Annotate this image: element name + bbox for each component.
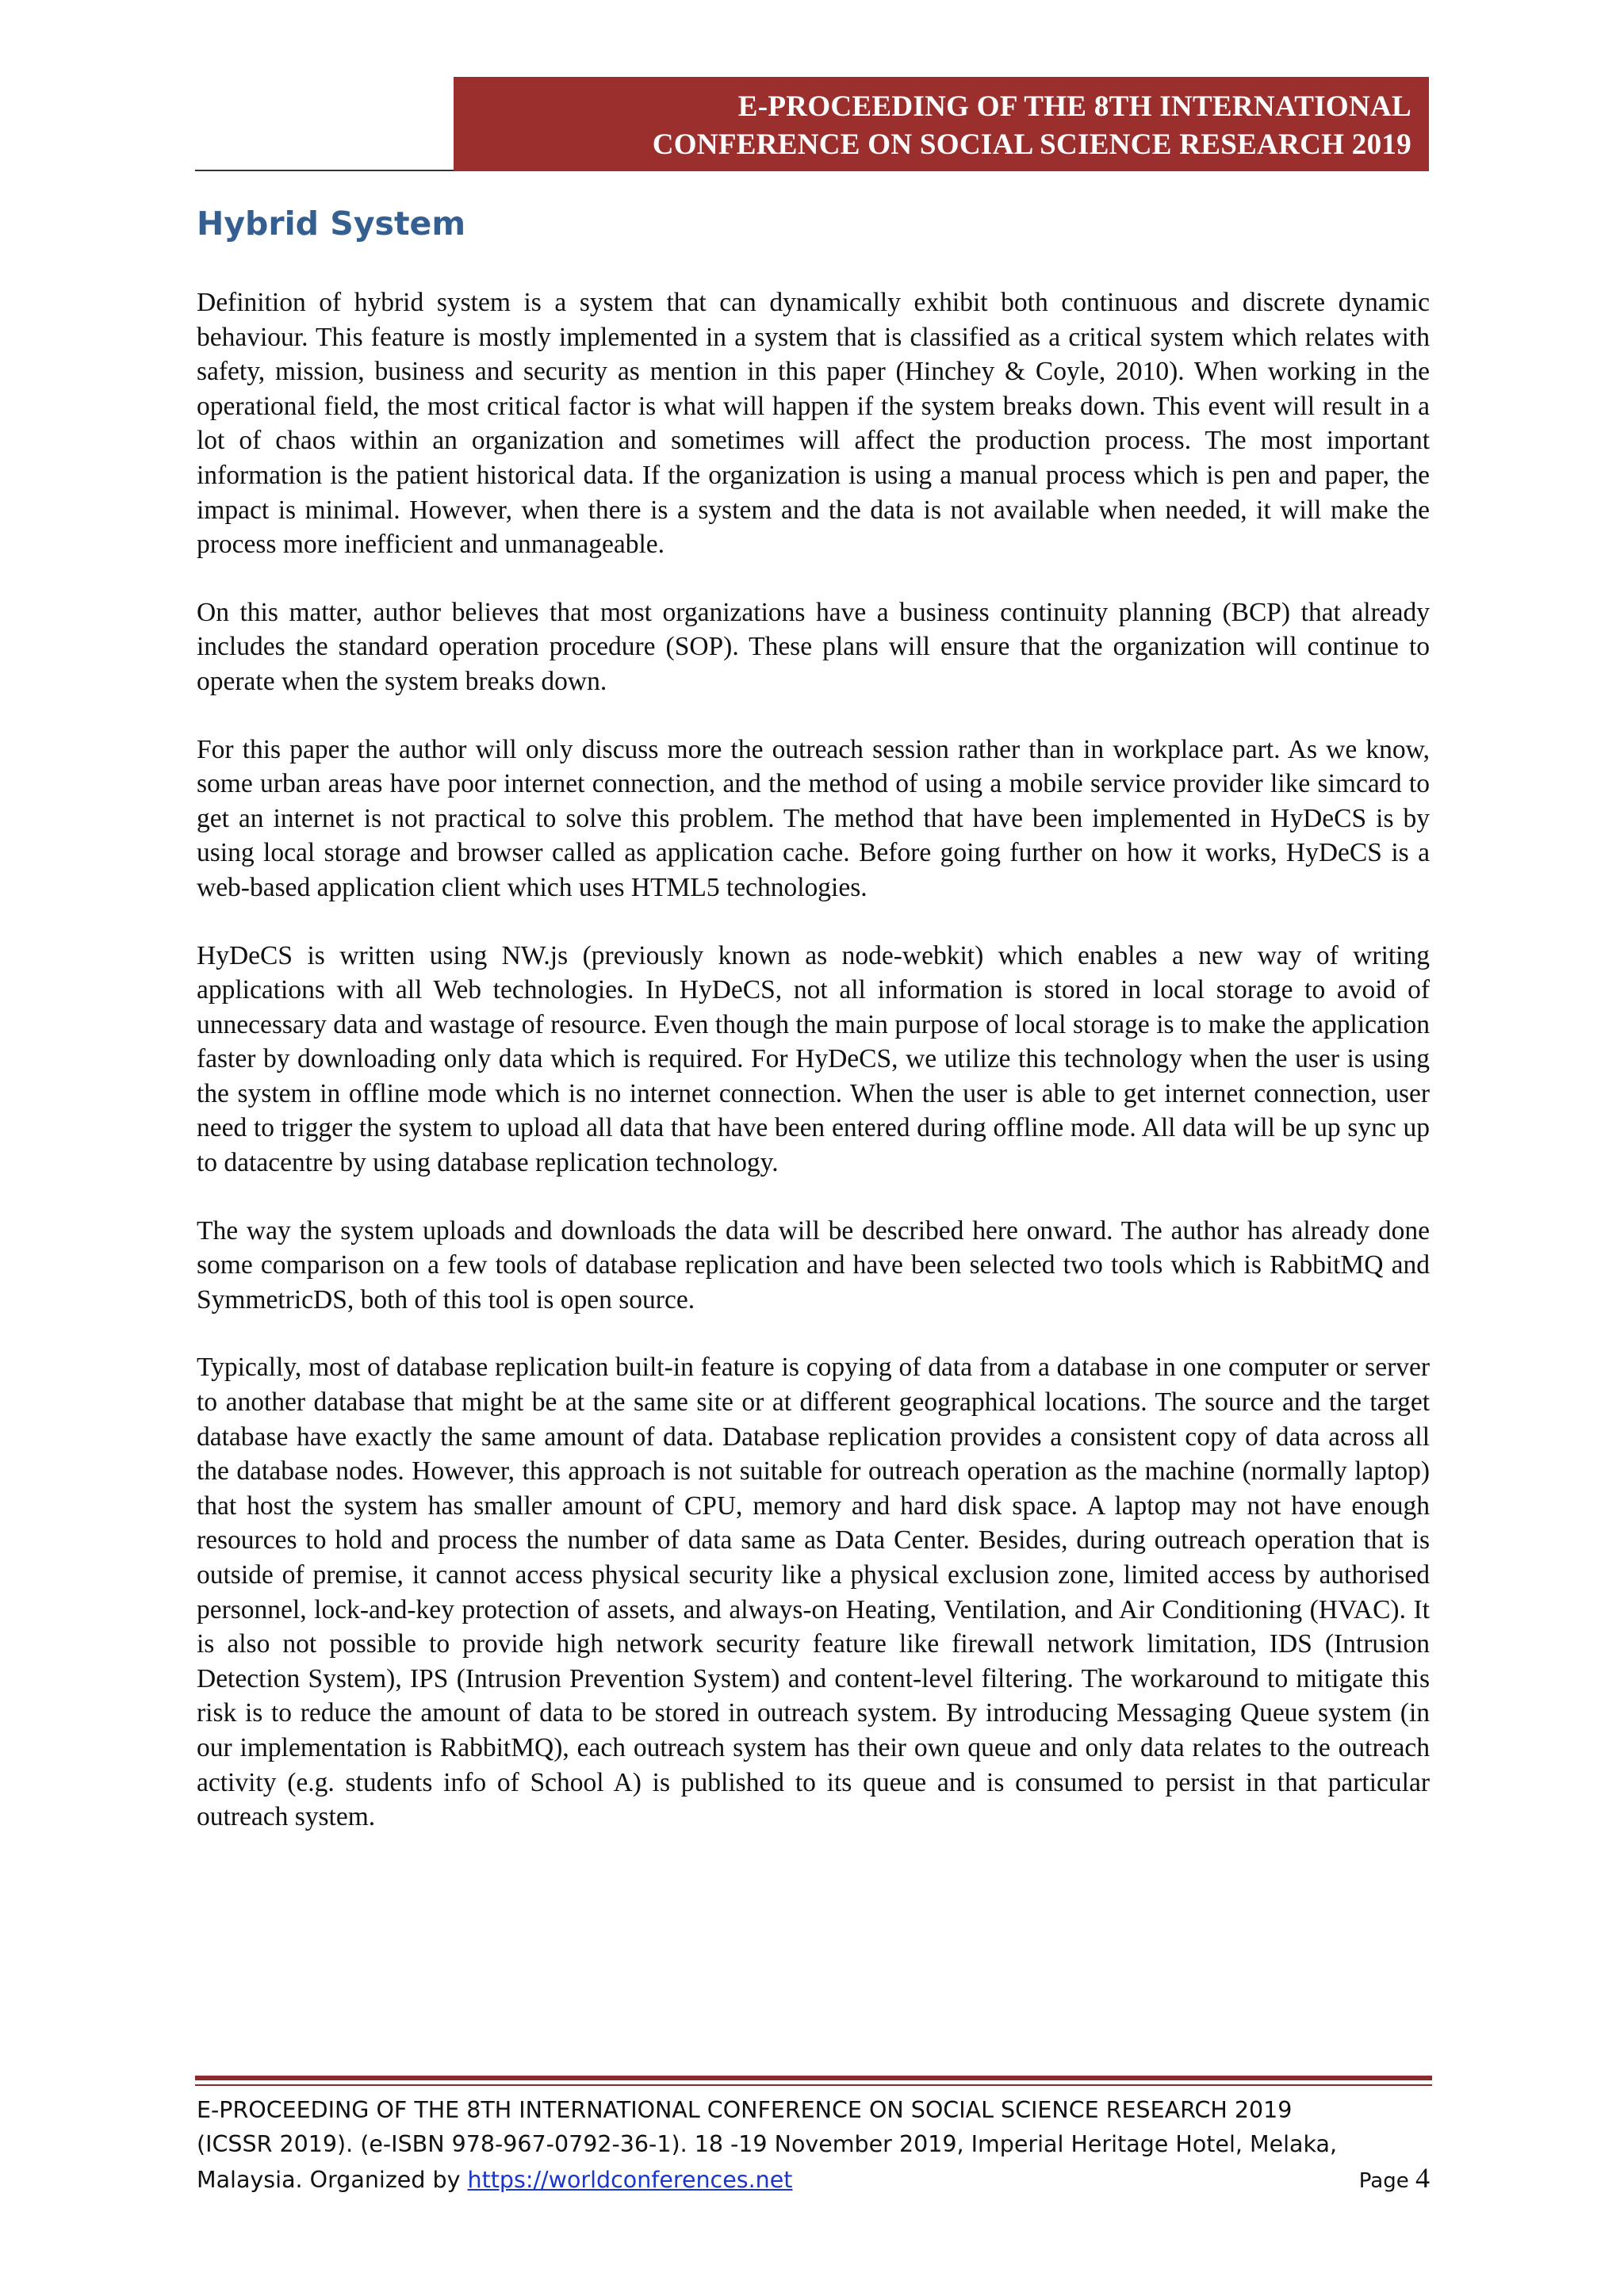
page-number	[1359, 2161, 1430, 2198]
paragraph: On this matter, author believes that most organizations have a business continuity planning (BCP) that already includes the standard operation procedure (SOP). These plans will ensure that the organization will continue to operate when the system breaks down.	[197, 597, 1430, 696]
header-line-2: CONFERENCE ON SOCIAL SCIENCE RESEARCH 2019	[652, 128, 1411, 161]
footer-organizer-text: Malaysia. Organized by	[197, 2167, 468, 2193]
footer-rule	[195, 2076, 1432, 2080]
page-footer	[197, 2093, 1430, 2198]
paragraph: Definition of hybrid system is a system that can dynamically exhibit both continuous and discrete dynamic behaviour. This feature is mostly implemented in a system that is classified as a critical system which relates with safety, mission, business and security as mention in this paper (Hinchey & Coyle, 2010). When working in the operational field, the most critical factor is what will happen if the system breaks down. This event will result in a lot of chaos within an organization and sometimes will affect the production process. The most important information is the patient historical data. If the organization is using a manual process which is pen and paper, the impact is minimal. However, when there is a system and the data is not available when needed, it will make the process more inefficient and unmanageable.	[197, 288, 1430, 560]
conference-header-banner	[454, 77, 1429, 171]
paragraph: For this paper the author will only discuss more the outreach session rather than in workplace part. As we know, some urban areas have poor internet connection, and the method of using a mobile service provider like simcard to get an internet is not practical to solve this problem. The method that have been implemented in HyDeCS is by using local storage and browser called as application cache. Before going further on how it works, HyDeCS is a web-based application client which uses HTML5 technologies.	[197, 734, 1430, 902]
page-number-value: 4	[1415, 2162, 1430, 2194]
footer-line-1: E-PROCEEDING OF THE 8TH INTERNATIONAL CONFERENCE ON SOCIAL SCIENCE RESEARCH 2019	[197, 2097, 1293, 2123]
footer-line-2: (ICSSR 2019). (e-ISBN 978-967-0792-36-1). 18 -19 November 2019, Imperial Heritage Hotel, Melaka,	[197, 2131, 1338, 2157]
paragraph: HyDeCS is written using NW.js (previously known as node-webkit) which enables a new way of writing applications with all Web technologies. In HyDeCS, not all information is stored in local storage to avoid of unnecessary data and wastage of resource. Even though the main purpose of local storage is to make the application faster by downloading only data which is required. For HyDeCS, we utilize this technology when the user is using the system in offline mode which is no internet connection. When the user is able to get internet connection, user need to trigger the system to upload all data that have been entered during offline mode. All data will be up sync up to datacentre by using database replication technology.	[197, 940, 1430, 1178]
page-label: Page	[1358, 2169, 1415, 2193]
paragraph: Typically, most of database replication built-in feature is copying of data from a database in one computer or server to another database that might be at the same site or at different geographical locations. The source and the target database have exactly the same amount of data. Database replication provides a consistent copy of data across all the database nodes. However, this approach is not suitable for outreach operation as the machine (normally laptop) that host the system has smaller amount of CPU, memory and hard disk space. A laptop may not have enough resources to hold and process the number of data same as Data Center. Besides, during outreach operation that is outside of premise, it cannot access physical security like a physical exclusion zone, limited access by authorised personnel, lock-and-key protection of assets, and always-on Heating, Ventilation, and Air Conditioning (HVAC). It is also not possible to provide high network security feature like firewall network limitation, IDS (Intrusion Detection System), IPS (Intrusion Prevention System) and content-level filtering. The workaround to mitigate this risk is to reduce the amount of data to be stored in outreach system. By introducing Messaging Queue system (in our implementation is RabbitMQ), each outreach system has their own queue and only data relates to the outreach activity (e.g. students info of School A) is published to its queue and is consumed to persist in that particular outreach system.	[197, 1353, 1430, 1832]
header-line-1: E-PROCEEDING OF THE 8TH INTERNATIONAL	[737, 90, 1411, 123]
section-title: Hybrid System	[197, 205, 466, 243]
worldconferences-link[interactable]: https://worldconferences.net	[467, 2167, 793, 2193]
footer-organizer	[197, 2163, 792, 2197]
footer-line-3	[197, 2161, 1430, 2198]
header-divider	[195, 170, 457, 171]
footer-rule-thin	[195, 2084, 1432, 2086]
paragraph: The way the system uploads and downloads the data will be described here onward. The author has already done some comparison on a few tools of database replication and have been selected two tools which is RabbitMQ and SymmetricDS, both of this tool is open source.	[197, 1215, 1430, 1314]
body-text	[197, 285, 1430, 1868]
